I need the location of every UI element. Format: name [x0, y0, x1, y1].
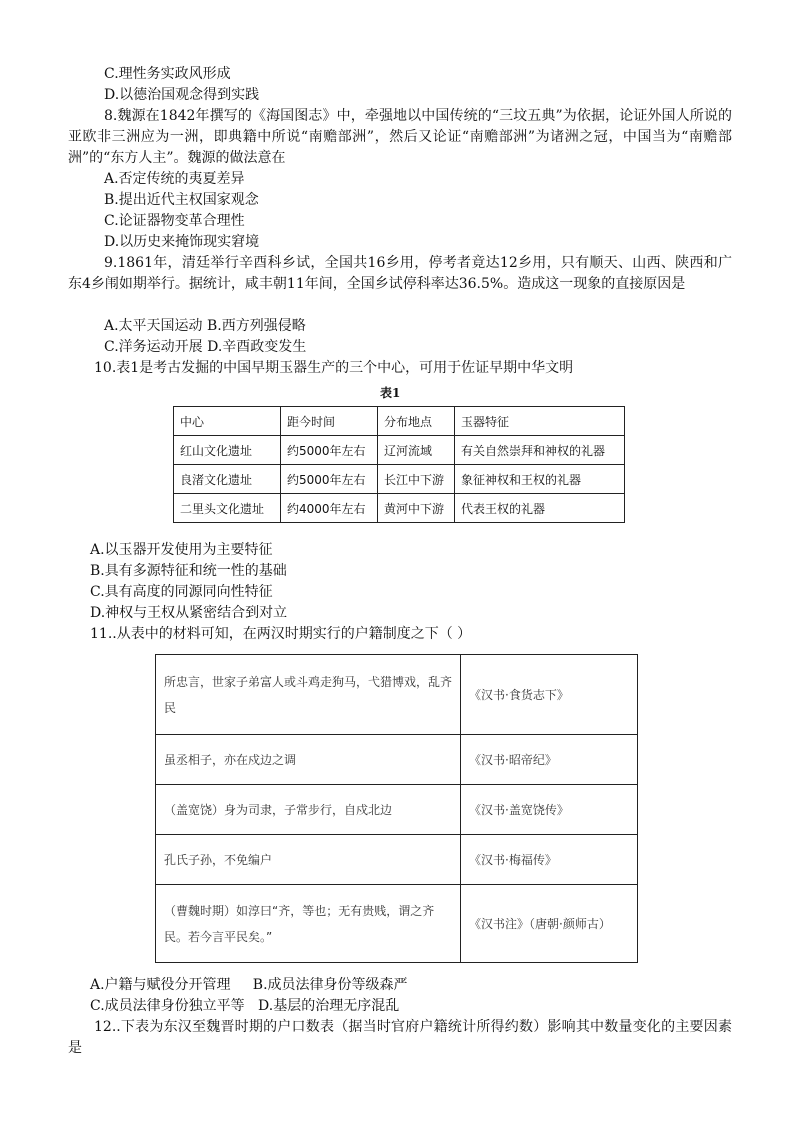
q11-options-cd: C.成员法律身份独立平等 D.基层的治理无序混乱: [90, 998, 400, 1014]
table-cell: （曹魏时期）如淳曰“齐，等也；无有贵贱，谓之齐民。若今言平民矣。”: [156, 885, 461, 963]
table-cell: 《汉书注》（唐朝·颜师古）: [461, 885, 638, 963]
table-cell: 约5000年左右: [281, 436, 378, 465]
table-cell: 所忠言，世家子弟富人或斗鸡走狗马，弋猎博戏，乱齐民: [156, 655, 461, 735]
han-household-table: [155, 654, 638, 963]
table-header-row: [174, 407, 625, 436]
table-header-cell: 分布地点: [378, 407, 455, 436]
table-cell: 辽河流域: [378, 436, 455, 465]
q10-stem: 10.表1是考古发掘的中国早期玉器生产的三个中心，可用于佐证早期中华文明: [94, 360, 574, 376]
table-cell: 《汉书·盖宽饶传》: [461, 785, 638, 835]
q12-stem: 12..下表为东汉至魏晋时期的户口数表（据当时官府户籍统计所得约数）影响其中数量变化的主要因素是: [68, 1019, 732, 1056]
table-cell: 虽丞相子，亦在戍边之调: [156, 735, 461, 785]
table-cell: 有关自然崇拜和神权的礼器: [455, 436, 625, 465]
table-header-cell: 玉器特征: [455, 407, 625, 436]
table-cell: （盖宽饶）身为司隶，子常步行，自戍北边: [156, 785, 461, 835]
table-row: [156, 785, 638, 835]
table-row: [174, 494, 625, 523]
q10-option-c: C.具有高度的同源同向性特征: [90, 584, 273, 600]
q10-option-b: B.具有多源特征和统一性的基础: [90, 563, 287, 579]
q9-stem: 9.1861年，清廷举行辛酉科乡试，全国共16乡用，停考者竟达12乡用，只有顺天、山西、陕西和广东4乡闱如期举行。据统计，咸丰朝11年间，全国乡试停科率达36.5%。造成这一现象的直接原因是: [68, 255, 732, 292]
table-cell: 《汉书·食货志下》: [461, 655, 638, 735]
table-header-cell: 距今时间: [281, 407, 378, 436]
table-cell: 二里头文化遗址: [174, 494, 281, 523]
q8-option-d: D.以历史来掩饰现实窘境: [104, 234, 260, 250]
table-cell: 约5000年左右: [281, 465, 378, 494]
q11-options-ab: A.户籍与赋役分开管理 B.成员法律身份等级森严: [90, 977, 408, 993]
table-cell: 长江中下游: [378, 465, 455, 494]
table-row: [156, 655, 638, 735]
q9-options-ab: A.太平天国运动 B.西方列强侵略: [104, 318, 306, 334]
q9-options-cd: C.洋务运动开展 D.辛酉政变发生: [104, 339, 307, 355]
q8-option-c: C.论证器物变革合理性: [104, 213, 245, 229]
q8-option-a: A.否定传统的夷夏差异: [104, 171, 245, 187]
table-row: [174, 436, 625, 465]
q7-option-c: C.理性务实政风形成: [104, 66, 231, 82]
table-cell: 约4000年左右: [281, 494, 378, 523]
q10-option-a: A.以玉器开发使用为主要特征: [90, 542, 273, 558]
table1-caption: 表1: [380, 386, 401, 400]
table-cell: 黄河中下游: [378, 494, 455, 523]
table-cell: 良渚文化遗址: [174, 465, 281, 494]
table-cell: 代表王权的礼器: [455, 494, 625, 523]
table-cell: 红山文化遗址: [174, 436, 281, 465]
table-cell: 《汉书·梅福传》: [461, 835, 638, 885]
table-cell: 《汉书·昭帝纪》: [461, 735, 638, 785]
table-row: [156, 885, 638, 963]
table-header-cell: 中心: [174, 407, 281, 436]
table-row: [174, 465, 625, 494]
table-row: [156, 835, 638, 885]
jade-centers-table: [173, 406, 625, 523]
q7-option-d: D.以德治国观念得到实践: [104, 87, 260, 103]
table-row: [156, 735, 638, 785]
q10-option-d: D.神权与王权从紧密结合到对立: [90, 605, 288, 621]
table-cell: 孔氏子孙，不免编户: [156, 835, 461, 885]
q11-stem: 11..从表中的材料可知，在两汉时期实行的户籍制度之下（ ）: [90, 626, 472, 642]
q8-stem: 8.魏源在1842年撰写的《海国图志》中，牵强地以中国传统的“三坟五典”为依据，论证外国人所说的亚欧非三洲应为一洲，即典籍中所说“南赡部洲”，然后又论证“南赡部洲”为诸洲之冠，中国当为“南赡部洲”的“东方人主”。魏源的做法意在: [68, 108, 732, 166]
table-cell: 象征神权和王权的礼器: [455, 465, 625, 494]
q8-option-b: B.提出近代主权国家观念: [104, 192, 259, 208]
